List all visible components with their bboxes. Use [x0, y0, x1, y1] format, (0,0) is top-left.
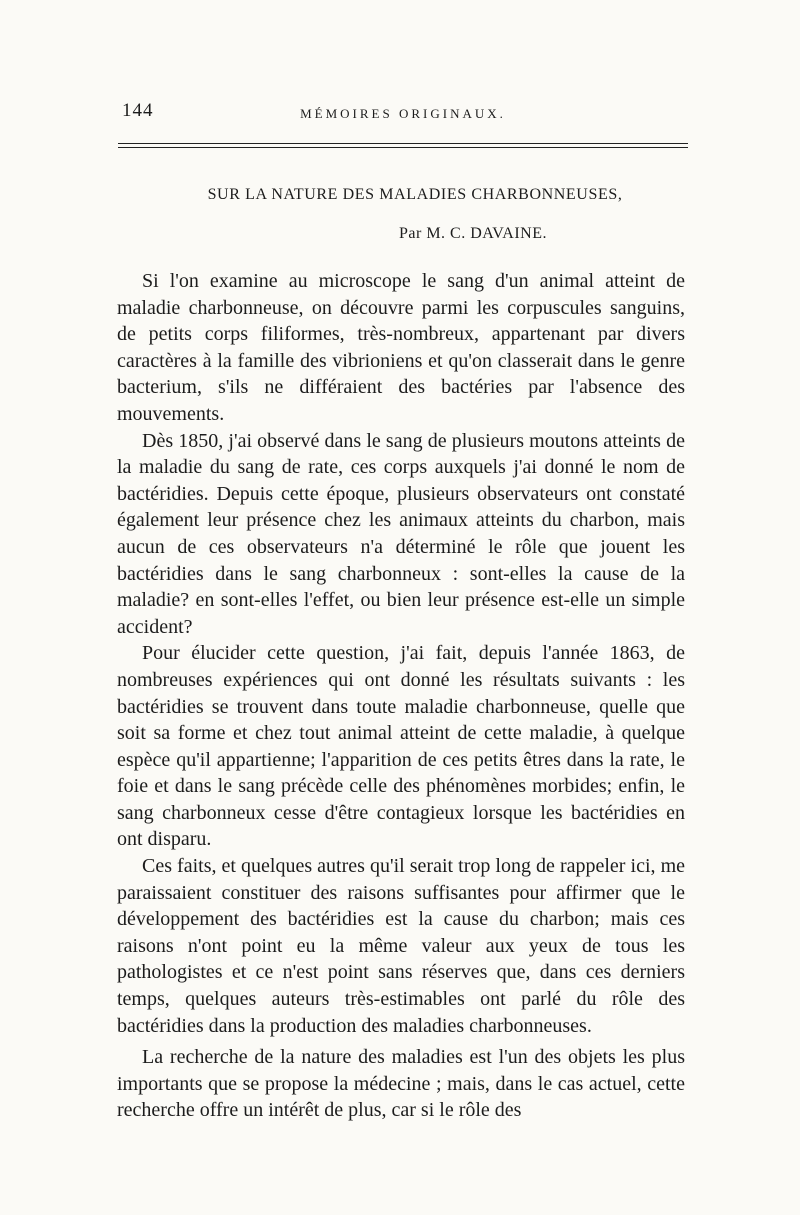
- article-body: [117, 268, 685, 1124]
- paragraph-1: Si l'on examine au microscope le sang d'un animal atteint de maladie charbonneuse, on découvre parmi les corpuscules sanguins, de petits corps filiformes, très-nombreux, appartenant par divers caractères à la famille des vibrioniens et qu'on classerait dans le genre bacterium, s'ils ne différaient des bactéries par l'absence des mouvements.: [117, 270, 685, 425]
- paragraph-4: Ces faits, et quelques autres qu'il serait trop long de rappeler ici, me paraissaient constituer des raisons suffisantes pour affirmer que le développement des bactéridies est la cause du charbon; mais ces raisons n'ont point eu la même valeur aux yeux de tous les pathologistes et ce n'est point sans réserves que, dans ces derniers temps, quelques auteurs très-estimables ont parlé du rôle des bactéridies dans la production des maladies charbonneuses.: [117, 855, 685, 1037]
- header-rule-top: [118, 143, 688, 144]
- paragraph-3: Pour élucider cette question, j'ai fait, depuis l'année 1863, de nombreuses expériences qui ont donné les résultats suivants : les bactéridies se trouvent dans toute maladie charbonneuse, quelle que soit sa forme et chez tout animal atteint de cette maladie, à quelque espèce qu'il appartienne; l'apparition de ces petits êtres dans la rate, le foie et dans le sang précède celle des phénomènes morbides; enfin, le sang charbonneux cesse d'être contagieux lorsque les bactéridies en ont disparu.: [117, 642, 685, 851]
- header-rule-bottom: [118, 147, 688, 148]
- article-title: SUR LA NATURE DES MALADIES CHARBONNEUSES,: [207, 186, 623, 203]
- running-title: MÉMOIRES ORIGINAUX.: [300, 106, 506, 121]
- paragraph-2: Dès 1850, j'ai observé dans le sang de plusieurs moutons atteints de la maladie du sang de rate, ces corps auxquels j'ai donné le nom de bactéridies. Depuis cette époque, plusieurs observateurs ont constaté également leur présence chez les animaux atteints du charbon, mais aucun de ces observateurs n'a déterminé le rôle que jouent les bactéridies dans le sang charbonneux : sont-elles la cause de la maladie? en sont-elles l'effet, ou bien leur présence est-elle un simple accident?: [117, 429, 685, 638]
- page-number: 144: [122, 100, 154, 121]
- article-author: Par M. C. DAVAINE.: [399, 225, 547, 242]
- paragraph-5: La recherche de la nature des maladies est l'un des objets les plus importants que se propose la médecine ; mais, dans le cas actuel, cette recherche offre un intérêt de plus, car si le rôle des: [117, 1046, 685, 1122]
- page-header: [118, 100, 688, 130]
